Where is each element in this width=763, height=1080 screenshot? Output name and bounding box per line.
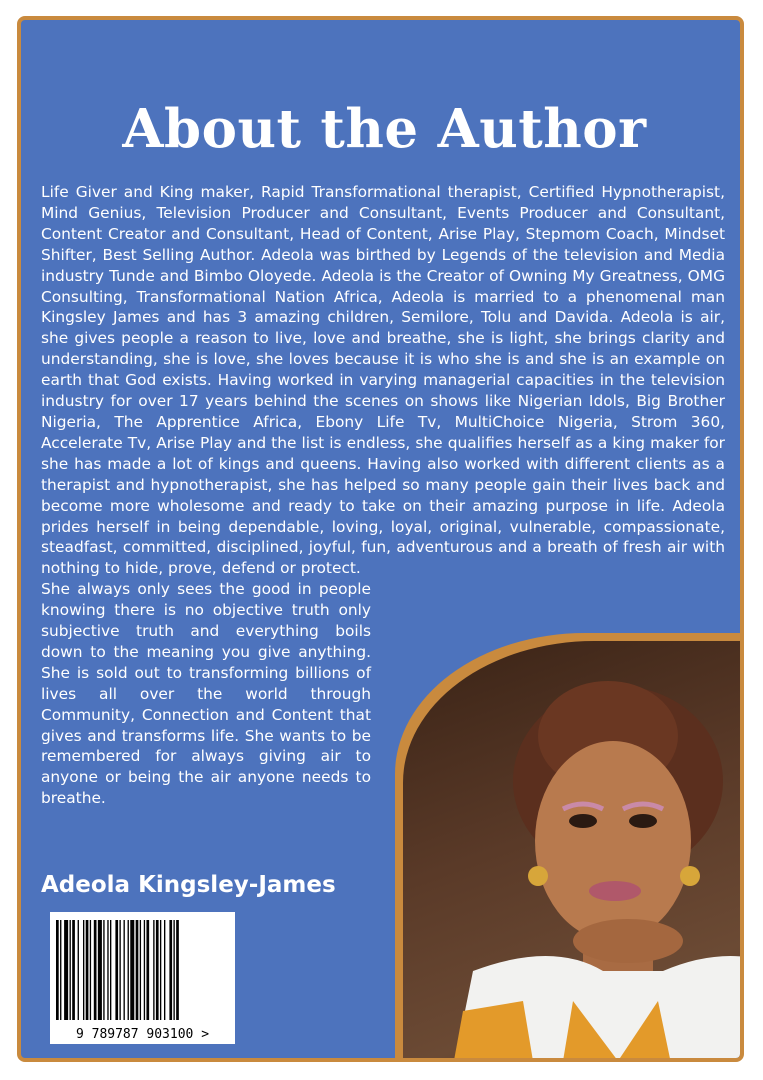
author-portrait-illustration bbox=[403, 641, 744, 1062]
author-photo bbox=[403, 641, 744, 1062]
barcode-number: 9 789787 903100 > bbox=[75, 1027, 210, 1042]
bio-paragraph-2: She always only sees the good in people knowing there is no objective truth only subjective truth and everything boils down to the meaning you give anything. She is sold out to transforming billions of lives all over the world through Community, Connection and Content that gives and transforms life. She wants to be remembered for always giving air to anyone or being the air anyone needs to breathe. bbox=[41, 580, 371, 808]
author-name: Adeola Kingsley-James bbox=[41, 872, 336, 898]
bio-paragraph-1: Life Giver and King maker, Rapid Transformational therapist, Certified Hypnotherapist, Mind Genius, Television Producer and Consultant, Events Producer and Consultant, Content Creator and Consultant, Head of Content, Arise Play, Stepmom Coach, Mindset Shifter, Best Selling Author. Adeola was birthed by Legends of the television and Media industry Tunde and Bimbo Oloyede. Adeola is the Creator of Owning My Greatness, OMG Consulting, Transformational Nation Africa, Adeola is married to a phenomenal man Kingsley James and has 3 amazing children, Semilore, Tolu and Davida. Adeola is air, she gives people a reason to live, love and breathe, she is light, she brings clarity and understanding, she is love, she loves because it is who she is and she is an example on earth that God exists. Having worked in varying managerial capacities in the television industry for over 17 years behind the scenes on shows like Nigerian Idols, Big Brother Nigeria, The Apprentice Africa, Ebony Life Tv, MultiChoice Nigeria, Strom 360, Accelerate Tv, Arise Play and the list is endless, she qualifies herself as a king maker for she has made a lot of kings and queens. Having also worked with different clients as a therapist and hypnotherapist, she has helped so many people gain their lives back and become more wholesome and ready to take on their amazing purpose in life. Adeola prides herself in being dependable, loving, loyal, original, vulnerable, compassionate, steadfast, committed, disciplined, joyful, fun, adventurous and a breath of fresh air with nothing to hide, prove, defend or protect. bbox=[41, 183, 725, 578]
book-back-cover bbox=[17, 16, 744, 1062]
author-photo-frame bbox=[395, 633, 744, 1062]
isbn-barcode bbox=[50, 912, 235, 1044]
barcode-bars bbox=[50, 912, 235, 1024]
cover-title: About the Author bbox=[122, 98, 647, 160]
